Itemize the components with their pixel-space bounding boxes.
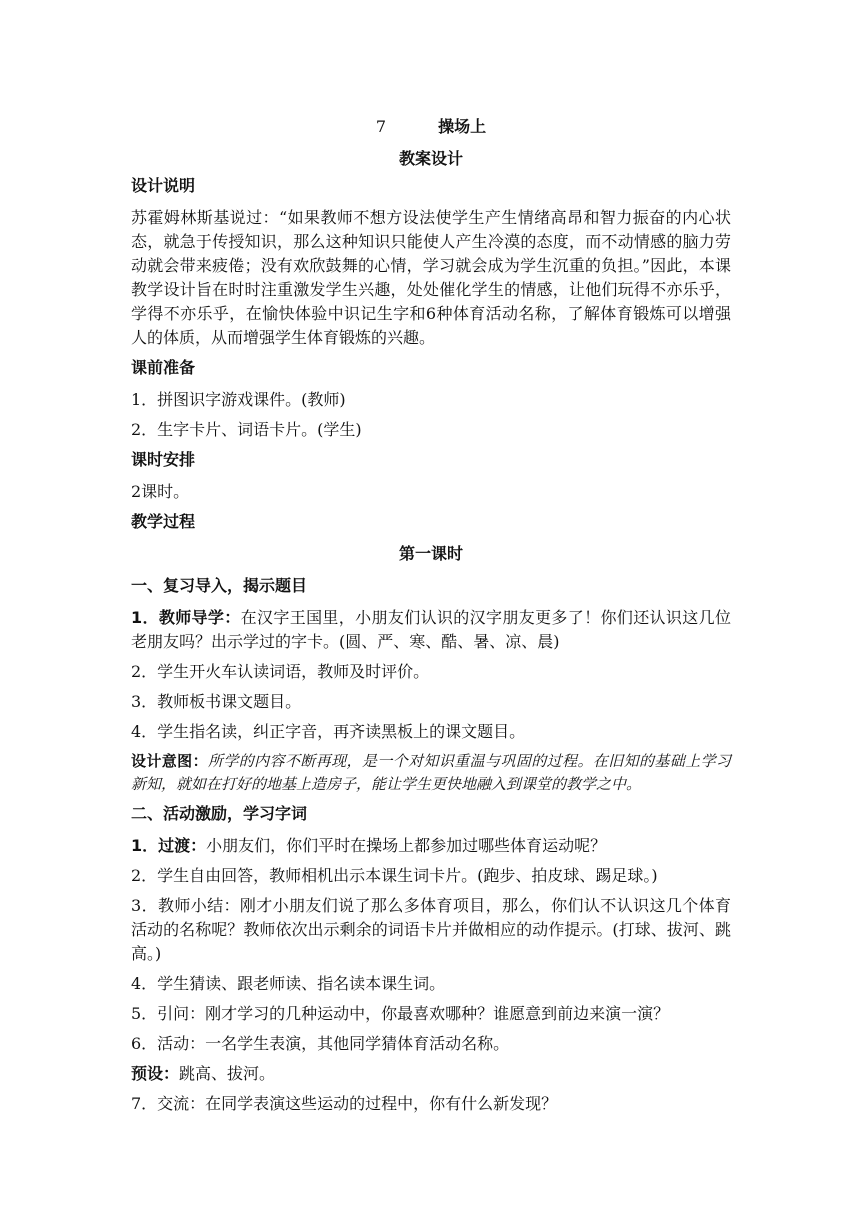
lesson-title-text: 操场上 — [438, 117, 487, 136]
section-1-item-1-label: 1．教师导学： — [131, 608, 241, 627]
preset-text: 跳高、拔河。 — [179, 1064, 276, 1083]
section-2-item-5: 5．引问：刚才学习的几种运动中，你最喜欢哪种？谁愿意到前边来演一演？ — [131, 1004, 670, 1023]
section-2-item-1 — [131, 834, 731, 858]
section-2-item-1-label: 1．过渡： — [131, 836, 207, 855]
section-1-heading: 一、复习导入，揭示题目 — [131, 576, 308, 595]
section-2-item-3: 3．教师小结：刚才小朋友们说了那么多体育项目，那么，你们认不认识这几个体育活动的名称呢？教师依次出示剩余的词语卡片并做相应的动作提示。(打球、拔河、跳高。) — [131, 896, 731, 963]
lesson-period-heading: 第一课时 — [398, 544, 463, 563]
design-intent — [131, 750, 731, 796]
section-2-item-1-text: 小朋友们，你们平时在操场上都参加过哪些体育运动呢？ — [206, 836, 607, 855]
section-1-item-1-text: 在汉字王国里，小朋友们认识的汉字朋友更多了！你们还认识这几位老朋友吗？出示学过的字卡。(圆、严、寒、酷、暑、凉、晨) — [131, 608, 731, 651]
document-subtitle: 教案设计 — [398, 149, 463, 168]
design-notes-heading: 设计说明 — [131, 176, 196, 195]
section-1-item-4: 4．学生指名读，纠正字音，再齐读黑板上的课文题目。 — [131, 722, 526, 741]
section-2-item-2: 2．学生自由回答，教师相机出示本课生词卡片。(跑步、拍皮球、踢足球。) — [131, 866, 658, 885]
design-intent-label: 设计意图： — [131, 752, 208, 770]
design-intent-text: 所学的内容不断再现，是一个对知识重温与巩固的过程。在旧知的基础上学习新知，就如在打好的地基上造房子，能让学生更快地融入到课堂的教学之中。 — [131, 752, 731, 793]
preparation-item-1: 1．拼图识字游戏课件。(教师) — [131, 390, 346, 409]
lesson-title — [131, 114, 731, 137]
section-2-item-7: 7．交流：在同学表演这些运动的过程中，你有什么新发现？ — [131, 1094, 558, 1113]
design-notes-body: 苏霍姆林斯基说过：“如果教师不想方设法使学生产生情绪高昂和智力振奋的内心状态，就急于传授知识，那么这种知识只能使人产生冷漠的态度，而不动情感的脑力劳动就会带来疲倦；没有欢欣鼓舞的心情，学习就会成为学生沉重的负担。”因此，本课教学设计旨在时时注重激发学生兴趣，处处催化学生的情感，让他们玩得不亦乐乎，学得不亦乐乎，在愉快体验中识记生字和6种体育活动名称，了解体育锻炼可以增强人的体质，从而增强学生体育锻炼的兴趣。 — [131, 208, 731, 347]
section-1-item-1 — [131, 606, 731, 654]
section-2-heading: 二、活动激励，学习字词 — [131, 804, 308, 823]
main-content — [131, 174, 731, 1122]
preset-label: 预设： — [131, 1064, 180, 1083]
section-1-item-2: 2．学生开火车认读词语，教师及时评价。 — [131, 662, 430, 681]
section-2-item-6: 6．活动：一名学生表演，其他同学猜体育活动名称。 — [131, 1034, 510, 1053]
schedule-heading: 课时安排 — [131, 450, 196, 469]
section-2-item-4: 4．学生猜读、跟老师读、指名读本课生词。 — [131, 974, 446, 993]
preparation-item-2: 2．生字卡片、词语卡片。(学生) — [131, 420, 362, 439]
lesson-number: 7 — [375, 117, 387, 136]
preset — [131, 1062, 731, 1086]
preparation-heading: 课前准备 — [131, 358, 196, 377]
schedule-text: 2课时。 — [131, 482, 190, 501]
section-1-item-3: 3．教师板书课文题目。 — [131, 692, 302, 711]
process-heading: 教学过程 — [131, 512, 196, 531]
